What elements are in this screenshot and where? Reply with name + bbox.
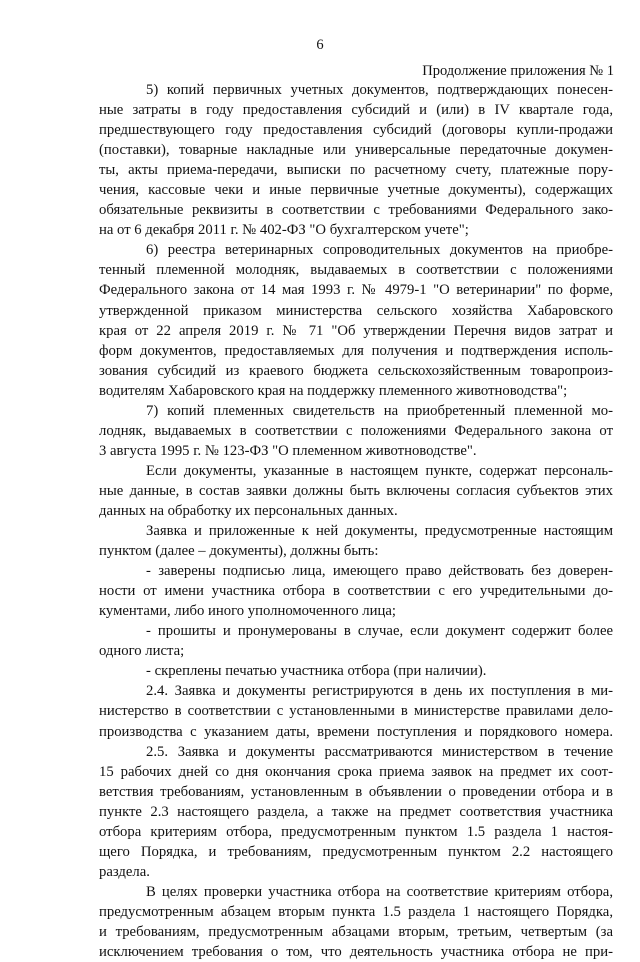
text-line: 5) копий первичных учетных документов, подтверждающих понесен-: [146, 82, 613, 98]
text-line: 3 августа 1995 г. № 123-ФЗ "О племенном животноводстве".: [99, 442, 477, 459]
text-line: обязательные реквизиты в соответствии с требованиями Федерального зако-: [99, 202, 613, 219]
text-line: - заверены подписью лица, имеющего право действовать без доверен-: [146, 563, 613, 580]
text-line: Заявка и приложенные к ней документы, предусмотренные настоящим: [146, 523, 613, 540]
text-line: утвержденной приказом министерства сельского хозяйства Хабаровского: [99, 302, 613, 319]
text-line: 2.4. Заявка и документы регистрируются в день их поступления в ми-: [146, 683, 613, 700]
text-line: на от 6 декабря 2011 г. № 402-ФЗ "О бухгалтерском учете";: [99, 222, 469, 239]
text-line: ветствия требованиям, установленным в объявлении о проведении отбора и в: [99, 783, 613, 800]
document-body: [99, 80, 613, 962]
text-line: тенный племенной молодняк, выдаваемых в соответствии с положениями: [99, 262, 613, 279]
text-line: водителям Хабаровского края на поддержку племенного животноводства";: [99, 382, 568, 399]
text-line: данных на обработку их персональных данных.: [99, 502, 398, 519]
text-line: щего Порядка, и требованиям, предусмотренным пунктом 2.2 настоящего: [99, 843, 613, 860]
text-line: ты, акты приема-передачи, выписки по расчетному счету, платежные пору-: [99, 162, 613, 179]
text-line: 7) копий племенных свидетельств на приобретенный племенной мо-: [146, 402, 613, 419]
text-line: исключением требования о том, что деятельность участника отбора не при-: [99, 944, 613, 961]
text-line: - скреплены печатью участника отбора (при наличии).: [146, 663, 487, 680]
text-line: Если документы, указанные в настоящем пункте, содержат персональ-: [146, 462, 613, 479]
text-line: раздела.: [99, 863, 150, 880]
text-line: чения, кассовые чеки и иные первичные учетные документы), содержащих: [99, 182, 613, 199]
text-line: Федерального закона от 14 мая 1993 г. № 4979-1 "О ветеринарии" по форме,: [99, 282, 613, 299]
text-line: 15 рабочих дней со дня окончания срока приема заявок на предмет их соот-: [99, 763, 613, 780]
text-line: кументами, либо иного уполномоченного лица;: [99, 603, 396, 620]
text-line: В целях проверки участника отбора на соответствие критериям отбора,: [146, 883, 613, 900]
text-line: отбора критериям отбора, предусмотренным пунктом 1.5 раздела 1 настоя-: [99, 823, 613, 840]
text-line: лодняк, выдаваемых в соответствии с положениями Федерального закона от: [99, 422, 613, 439]
text-line: края от 22 апреля 2019 г. № 71 "Об утверждении Перечня видов затрат и: [99, 322, 613, 339]
page-number: 6: [316, 37, 324, 53]
text-line: ные данные, в состав заявки должны быть включены согласия субъектов этих: [99, 482, 613, 499]
appendix-continuation-label: Продолжение приложения № 1: [422, 63, 614, 79]
text-line: предшествующего году предоставления субсидий (договоры купли-продажи: [99, 122, 613, 139]
text-line: 6) реестра ветеринарных сопроводительных документов на приобре-: [146, 242, 613, 259]
text-line: - прошиты и пронумерованы в случае, если документ содержит более: [146, 623, 613, 640]
text-line: (поставки), товарные накладные или универсальные передаточные докумен-: [99, 142, 613, 159]
text-line: ные затраты в году предоставления субсидий и (или) в IV квартале года,: [99, 102, 613, 119]
text-line: форм документов, предоставляемых для получения и подтверждения исполь-: [99, 342, 613, 359]
text-line: ности от имени участника отбора в соответствии с его учредительными до-: [99, 583, 613, 600]
text-line: нистерство в соответствии с установленными в министерстве правилами дело-: [99, 703, 613, 720]
text-line: предусмотренным абзацем вторым пункта 1.5 раздела 1 настоящего Порядка,: [99, 903, 613, 920]
text-line: пунктом (далее – документы), должны быть:: [99, 543, 379, 560]
text-line: пункте 2.3 настоящего раздела, а также на предмет соответствия участника: [99, 803, 613, 820]
text-line: производства с указанием даты, времени поступления и порядкового номера.: [99, 723, 613, 740]
text-line: и требованиям, предусмотренным абзацами вторым, третьим, четвертым (за: [99, 923, 613, 940]
text-line: 2.5. Заявка и документы рассматриваются министерством в течение: [146, 743, 613, 760]
text-line: зования субсидий из краевого бюджета сельскохозяйственным товаропроиз-: [99, 362, 613, 379]
text-line: одного листа;: [99, 643, 185, 660]
